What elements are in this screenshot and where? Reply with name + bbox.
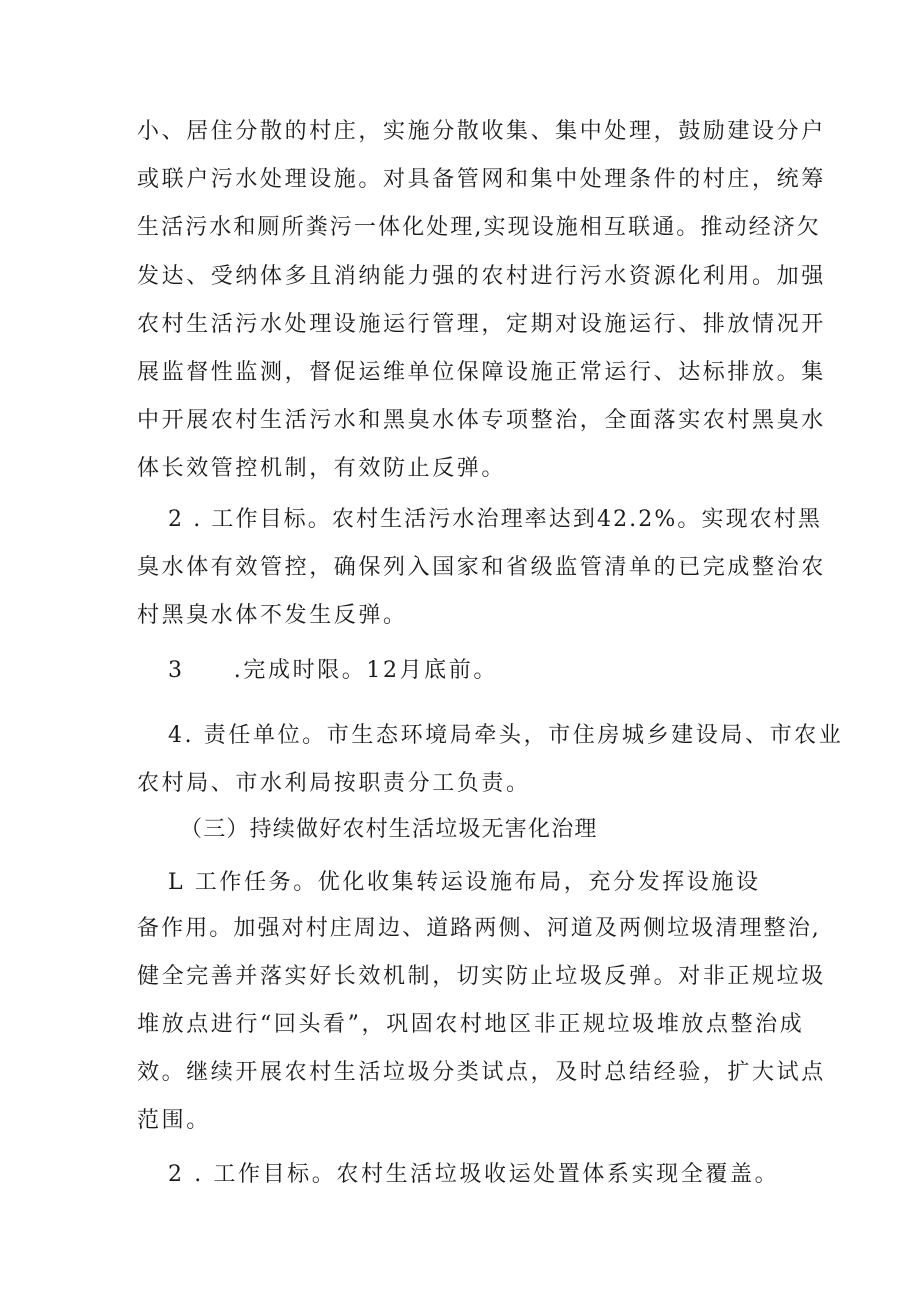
responsible-unit-line: 4. 责任单位。市生态环境局牵头，市住房城乡建设局、市农业 [168,723,844,748]
paragraph-line: 农村局、市水利局按职责分工负责。 [137,771,531,796]
paragraph-line: 或联户污水处理设施。对具备管网和集中处理条件的村庄，统筹 [137,167,826,192]
paragraph-line: 健全完善并落实好长效机制，切实防止垃圾反弹。对非正规垃圾 [137,964,826,989]
paragraph-line: 堆放点进行“回头看”，巩固农村地区非正规垃圾堆放点整治成 [137,1012,805,1037]
deadline-line: 3 .完成时限。12月底前。 [168,658,498,683]
paragraph-line: 小、居住分散的村庄，实施分散收集、集中处理，鼓励建设分户 [137,119,826,144]
paragraph-line: 发达、受纳体多且消纳能力强的农村进行污水资源化利用。加强 [137,264,826,289]
paragraph-line: 效。继续开展农村生活垃圾分类试点，及时总结经验，扩大试点 [137,1060,826,1085]
paragraph-line: 展监督性监测，督促运维单位保障设施正常运行、达标排放。集 [137,360,826,385]
work-goal-line: 2 . 工作目标。农村生活污水治理率达到42.2%。实现农村黑 [168,507,822,532]
paragraph-line: 范围。 [137,1108,211,1133]
section-heading: （三）持续做好农村生活垃圾无害化治理 [180,817,598,842]
paragraph-line: 体长效管控机制，有效防止反弹。 [137,456,507,481]
paragraph-line: 臭水体有效管控，确保列入国家和省级监管清单的已完成整治农 [137,555,826,580]
paragraph-line: 生活污水和厕所粪污一体化处理,实现设施相互联通。推动经济欠 [137,215,821,240]
paragraph-line: 农村生活污水处理设施运行管理，定期对设施运行、排放情况开 [137,312,826,337]
work-goal-line: 2 . 工作目标。农村生活垃圾收运处置体系实现全覆盖。 [168,1162,780,1187]
paragraph-line: 中开展农村生活污水和黑臭水体专项整治，全面落实农村黑臭水 [137,408,826,433]
paragraph-line: 村黑臭水体不发生反弹。 [137,603,408,628]
paragraph-line: 备作用。加强对村庄周边、道路两侧、河道及两侧垃圾清理整治, [137,916,821,941]
work-task-line: L 工作任务。优化收集转运设施布局，充分发挥设施设 [168,870,761,895]
